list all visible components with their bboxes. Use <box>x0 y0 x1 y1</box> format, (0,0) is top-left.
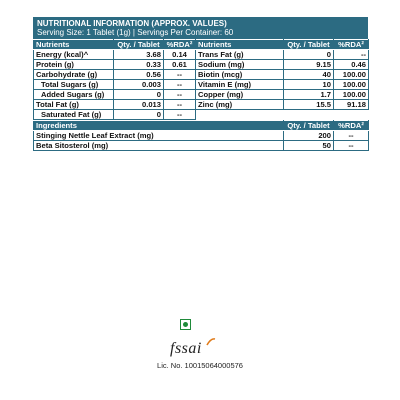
nutrient-qty: 3.68 <box>114 50 164 60</box>
table-row <box>34 90 369 100</box>
nutrient-rda: -- <box>334 50 369 60</box>
ingredient-qty: 50 <box>284 141 334 151</box>
ingredient-name: Stinging Nettle Leaf Extract (mg) <box>34 131 284 141</box>
fssai-logo-icon <box>170 340 230 360</box>
column-header-nutrients-right: Nutrients <box>196 40 284 50</box>
column-header-rda-right: %RDA² <box>334 40 369 50</box>
ingredients-header-label: Ingredients <box>34 121 284 131</box>
nutrient-rda: -- <box>164 80 196 90</box>
nutrient-name: Zinc (mg) <box>196 100 284 110</box>
nutrient-name: Trans Fat (g) <box>196 50 284 60</box>
fssai-logo-text: fssai <box>170 340 202 357</box>
veg-mark-icon <box>180 319 191 330</box>
ingredient-qty: 200 <box>284 131 334 141</box>
ingredient-rda: -- <box>334 131 369 141</box>
nutrient-name: Total Sugars (g) <box>34 80 114 90</box>
nutrient-rda: 0.14 <box>164 50 196 60</box>
nutrient-name: Added Sugars (g) <box>34 90 114 100</box>
table-row <box>34 100 369 110</box>
nutrient-name: Protein (g) <box>34 60 114 70</box>
ingredient-name: Beta Sitosterol (mg) <box>34 141 284 151</box>
ingredient-rda: -- <box>334 141 369 151</box>
column-header-qty-right: Qty. / Tablet <box>284 40 334 50</box>
nutrient-name: Energy (kcal)^ <box>34 50 114 60</box>
nutrient-qty: 9.15 <box>284 60 334 70</box>
nutrient-rda: -- <box>164 110 196 120</box>
column-header-qty: Qty. / Tablet <box>114 40 164 50</box>
nutrient-name: Vitamin E (mg) <box>196 80 284 90</box>
nutrient-name: Copper (mg) <box>196 90 284 100</box>
ingredients-header-rda: %RDA² <box>334 121 369 131</box>
nutrient-qty: 0.003 <box>114 80 164 90</box>
table-row <box>34 70 369 80</box>
fssai-swoosh-icon <box>206 338 216 346</box>
nutrient-name: Carbohydrate (g) <box>34 70 114 80</box>
ingredients-header-row <box>34 121 369 131</box>
serving-info: Serving Size: 1 Tablet (1g) | Servings Per Container: 60 <box>37 28 234 37</box>
nutrition-header <box>33 17 368 39</box>
nutrient-qty: 10 <box>284 80 334 90</box>
nutrient-rda: -- <box>164 100 196 110</box>
table-header-row <box>34 40 369 50</box>
table-row <box>34 110 369 120</box>
ingredient-row <box>34 131 369 141</box>
nutrient-qty: 0 <box>114 110 164 120</box>
table-row <box>34 80 369 90</box>
nutrient-qty: 0.56 <box>114 70 164 80</box>
nutrient-qty: 40 <box>284 70 334 80</box>
column-header-nutrients: Nutrients <box>34 40 114 50</box>
nutrition-panel <box>33 17 368 151</box>
nutrient-name: Total Fat (g) <box>34 100 114 110</box>
nutrient-rda: 0.61 <box>164 60 196 70</box>
nutrient-name: Sodium (mg) <box>196 60 284 70</box>
nutrient-rda: -- <box>164 70 196 80</box>
nutrient-qty: 0 <box>114 90 164 100</box>
nutrient-qty: 0.33 <box>114 60 164 70</box>
nutrient-qty: 0.013 <box>114 100 164 110</box>
nutrient-rda: 100.00 <box>334 80 369 90</box>
nutrient-rda: -- <box>164 90 196 100</box>
nutrition-table <box>33 39 369 120</box>
nutrient-name: Biotin (mcg) <box>196 70 284 80</box>
nutrient-name: Saturated Fat (g) <box>34 110 114 120</box>
nutrient-qty: 0 <box>284 50 334 60</box>
ingredients-header-qty: Qty. / Tablet <box>284 121 334 131</box>
license-number: Lic. No. 10015064000576 <box>157 361 243 370</box>
column-header-rda: %RDA² <box>164 40 196 50</box>
nutrient-rda: 0.46 <box>334 60 369 70</box>
nutrition-title: NUTRITIONAL INFORMATION (APPROX. VALUES) <box>37 19 227 28</box>
nutrient-rda: 91.18 <box>334 100 369 110</box>
ingredients-table <box>33 120 369 151</box>
nutrient-rda: 100.00 <box>334 70 369 80</box>
nutrient-qty: 15.5 <box>284 100 334 110</box>
nutrient-qty: 1.7 <box>284 90 334 100</box>
table-row <box>34 60 369 70</box>
table-row <box>34 50 369 60</box>
nutrient-rda: 100.00 <box>334 90 369 100</box>
ingredient-row <box>34 141 369 151</box>
